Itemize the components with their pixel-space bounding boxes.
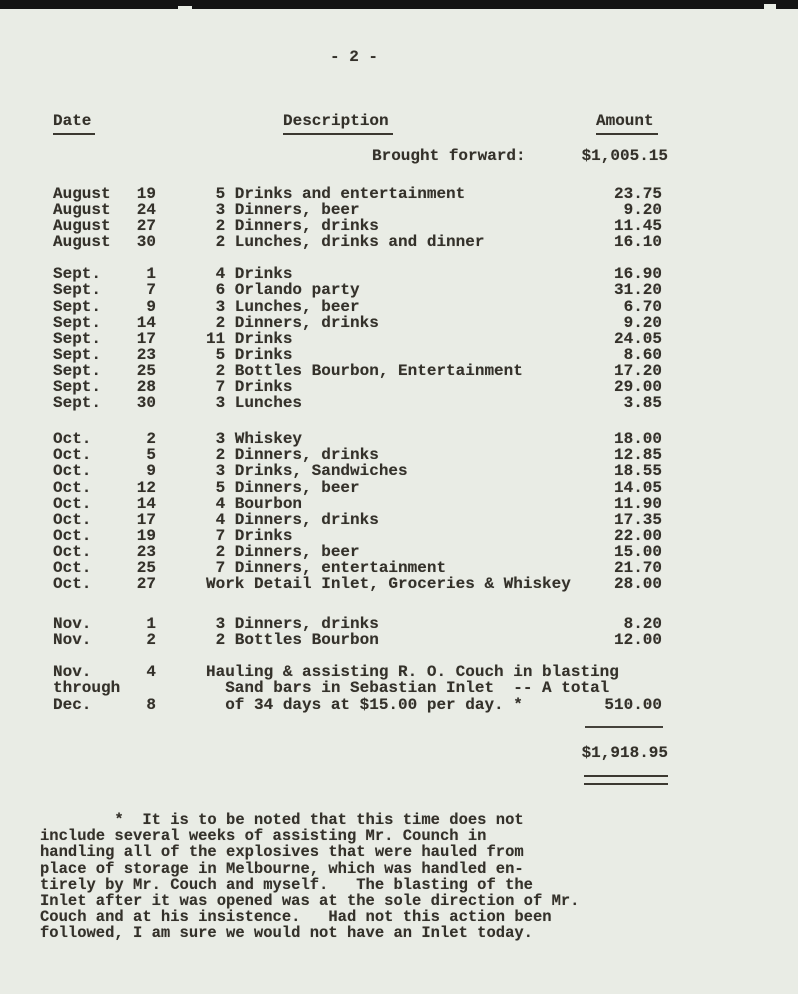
- row-amount: 510.00: [604, 695, 662, 714]
- ledger-row: [0, 346, 798, 362]
- ledger-row: [0, 298, 798, 314]
- date-month: Oct.: [53, 526, 92, 545]
- footnote-line: handling all of the explosives that were hauled from: [40, 843, 524, 862]
- ledger-row: [0, 511, 798, 527]
- row-amount: 8.60: [623, 345, 662, 364]
- row-amount: 11.45: [613, 217, 662, 236]
- date-month: Sept.: [53, 345, 102, 364]
- brought-forward-amount: $1,005.15: [581, 147, 668, 165]
- row-description: of 34 days at $15.00 per day. *: [206, 695, 523, 714]
- ledger-row: [0, 479, 798, 495]
- row-description: 5 Drinks: [206, 345, 293, 364]
- date-day: 28: [136, 378, 156, 397]
- date-day: 1: [146, 615, 156, 634]
- date-month: Oct.: [53, 446, 92, 465]
- row-description: 3 Lunches: [206, 394, 303, 413]
- row-description: 11 Drinks: [206, 329, 293, 348]
- row-description: 2 Dinners, beer: [206, 542, 360, 561]
- ledger-row: [0, 201, 798, 220]
- date-day: 25: [136, 361, 156, 380]
- ledger-row: [0, 679, 798, 698]
- date-day: 8: [146, 695, 156, 714]
- ledger-row: [0, 217, 798, 236]
- row-description: 3 Whiskey: [206, 430, 303, 449]
- row-amount: 3.85: [623, 394, 662, 413]
- row-description: 7 Drinks: [206, 378, 293, 397]
- row-amount: 23.75: [613, 185, 662, 203]
- date-day: 27: [136, 217, 156, 236]
- grand-total-double-rule: [584, 775, 668, 785]
- date-day: 24: [136, 201, 156, 220]
- ledger-row: [0, 314, 798, 330]
- row-amount: 9.20: [623, 313, 662, 332]
- ledger-rows: [0, 185, 798, 712]
- row-amount: 12.00: [613, 631, 662, 650]
- date-month: Oct.: [53, 462, 92, 481]
- footnote-line: Couch and at his insistence. Had not this action been: [40, 908, 552, 927]
- date-day: 23: [136, 542, 156, 561]
- row-description: 2 Dinners, drinks: [206, 217, 379, 236]
- ledger-row: [0, 615, 798, 634]
- ledger-group-september: [0, 265, 798, 413]
- row-amount: 6.70: [623, 297, 662, 316]
- date-day: 9: [146, 297, 156, 316]
- date-month: Sept.: [53, 265, 102, 284]
- date-month: Nov.: [53, 663, 92, 682]
- date-month: August: [53, 201, 111, 220]
- column-header-description: Description: [283, 112, 393, 135]
- ledger-row: [0, 696, 798, 712]
- date-day: 25: [136, 558, 156, 577]
- ledger-group-november: [0, 615, 798, 650]
- date-month: Sept.: [53, 313, 102, 332]
- ledger-row: [0, 663, 798, 682]
- date-month: Sept.: [53, 361, 102, 380]
- date-month: August: [53, 233, 111, 252]
- ledger-row: [0, 330, 798, 346]
- ledger-row: [0, 378, 798, 397]
- row-description: 3 Dinners, drinks: [206, 615, 379, 634]
- ledger-row: [0, 265, 798, 284]
- row-amount: 11.90: [613, 494, 662, 513]
- row-description: 3 Lunches, beer: [206, 297, 360, 316]
- date-month: Oct.: [53, 430, 92, 449]
- brought-forward-label: Brought forward:: [372, 147, 526, 165]
- date-month: Sept.: [53, 281, 102, 300]
- row-description: 2 Dinners, drinks: [206, 313, 379, 332]
- row-description: 6 Orlando party: [206, 281, 360, 300]
- ledger-row: [0, 430, 798, 449]
- date-day: 19: [136, 185, 156, 203]
- row-description: 2 Dinners, drinks: [206, 446, 379, 465]
- row-description: 4 Bourbon: [206, 494, 303, 513]
- date-day: 9: [146, 462, 156, 481]
- ledger-row: [0, 281, 798, 300]
- row-amount: 24.05: [613, 329, 662, 348]
- scan-artifact: [178, 6, 192, 9]
- ledger-row: [0, 462, 798, 481]
- date-month: Sept.: [53, 297, 102, 316]
- row-amount: 16.90: [613, 265, 662, 284]
- row-description: 4 Drinks: [206, 265, 293, 284]
- date-day: 1: [146, 265, 156, 284]
- total-rule: [585, 726, 663, 728]
- row-description: 7 Drinks: [206, 526, 293, 545]
- ledger-row: [0, 446, 798, 465]
- date-month: Sept.: [53, 378, 102, 397]
- scan-edge-bar: [0, 0, 798, 9]
- date-day: 12: [136, 478, 156, 497]
- row-amount: 29.00: [613, 378, 662, 397]
- ledger-row: [0, 543, 798, 559]
- ledger-row: [0, 631, 798, 650]
- date-day: 27: [136, 575, 156, 594]
- row-amount: 8.20: [623, 615, 662, 634]
- date-day: 4: [146, 663, 156, 682]
- row-amount: 18.00: [613, 430, 662, 449]
- date-month: August: [53, 217, 111, 236]
- ledger-group-span-entry: [0, 663, 798, 714]
- row-description: 2 Lunches, drinks and dinner: [206, 233, 485, 252]
- date-month: Dec.: [53, 695, 92, 714]
- footnote-line: Inlet after it was opened was at the sole direction of Mr.: [40, 891, 580, 910]
- row-amount: 28.00: [613, 575, 662, 594]
- ledger-group-august: [0, 185, 798, 252]
- ledger-row: [0, 394, 798, 413]
- row-description: 3 Drinks, Sandwiches: [206, 462, 408, 481]
- row-amount: 21.70: [613, 558, 662, 577]
- date-day: 19: [136, 526, 156, 545]
- ledger-row: [0, 575, 798, 594]
- row-amount: 14.05: [613, 478, 662, 497]
- date-day: 30: [136, 394, 156, 413]
- date-month: Oct.: [53, 575, 92, 594]
- date-month: Oct.: [53, 558, 92, 577]
- row-amount: 17.35: [613, 510, 662, 529]
- row-description: 5 Drinks and entertainment: [206, 185, 466, 203]
- ledger-row: [0, 233, 798, 252]
- row-description: Work Detail Inlet, Groceries & Whiskey: [206, 575, 571, 594]
- row-amount: 18.55: [613, 462, 662, 481]
- ledger-row: [0, 527, 798, 543]
- grand-total-amount: $1,918.95: [581, 744, 668, 762]
- ledger-row: [0, 495, 798, 511]
- page-number: - 2 -: [330, 48, 379, 66]
- date-day: 23: [136, 345, 156, 364]
- row-description: 3 Dinners, beer: [206, 201, 360, 220]
- date-day: 17: [136, 329, 156, 348]
- footnote-line: tirely by Mr. Couch and myself. The blasting of the: [40, 875, 533, 894]
- date-month: Oct.: [53, 494, 92, 513]
- date-day: 2: [146, 430, 156, 449]
- ledger-group-october: [0, 430, 798, 594]
- row-description: Hauling & assisting R. O. Couch in blasting: [206, 663, 619, 682]
- date-month: Nov.: [53, 615, 92, 634]
- row-description: 4 Dinners, drinks: [206, 510, 379, 529]
- row-description: 2 Bottles Bourbon: [206, 631, 379, 650]
- ledger-row: [0, 362, 798, 378]
- date-month: Nov.: [53, 631, 92, 650]
- date-day: 30: [136, 233, 156, 252]
- column-header-date: Date: [53, 112, 95, 135]
- date-month: Oct.: [53, 542, 92, 561]
- date-month: Oct.: [53, 510, 92, 529]
- date-day: 14: [136, 494, 156, 513]
- date-day: 17: [136, 510, 156, 529]
- row-amount: 22.00: [613, 526, 662, 545]
- footnote-line: * It is to be noted that this time does not: [40, 811, 524, 829]
- date-month: August: [53, 185, 111, 203]
- row-description: 2 Bottles Bourbon, Entertainment: [206, 361, 523, 380]
- row-description: 7 Dinners, entertainment: [206, 558, 447, 577]
- row-amount: 15.00: [613, 542, 662, 561]
- row-amount: 9.20: [623, 201, 662, 220]
- column-header-amount: Amount: [596, 112, 658, 135]
- ledger-row: [0, 185, 798, 201]
- row-description: 5 Dinners, beer: [206, 478, 360, 497]
- row-amount: 16.10: [613, 233, 662, 252]
- date-day: 2: [146, 631, 156, 650]
- row-amount: 17.20: [613, 361, 662, 380]
- row-amount: 12.85: [613, 446, 662, 465]
- date-month: Sept.: [53, 329, 102, 348]
- date-day: 7: [146, 281, 156, 300]
- date-day: 5: [146, 446, 156, 465]
- date-month: Oct.: [53, 478, 92, 497]
- scan-artifact: [764, 4, 776, 9]
- footnote-line: followed, I am sure we would not have an Inlet today.: [40, 924, 533, 943]
- footnote-line: place of storage in Melbourne, which was handled en-: [40, 859, 524, 878]
- footnote: [40, 811, 580, 941]
- date-month: through: [53, 679, 121, 698]
- row-description: Sand bars in Sebastian Inlet -- A total: [206, 679, 610, 698]
- footnote-line: include several weeks of assisting Mr. Counch in: [40, 827, 487, 846]
- date-month: Sept.: [53, 394, 102, 413]
- row-amount: 31.20: [613, 281, 662, 300]
- ledger-row: [0, 559, 798, 575]
- date-day: 14: [136, 313, 156, 332]
